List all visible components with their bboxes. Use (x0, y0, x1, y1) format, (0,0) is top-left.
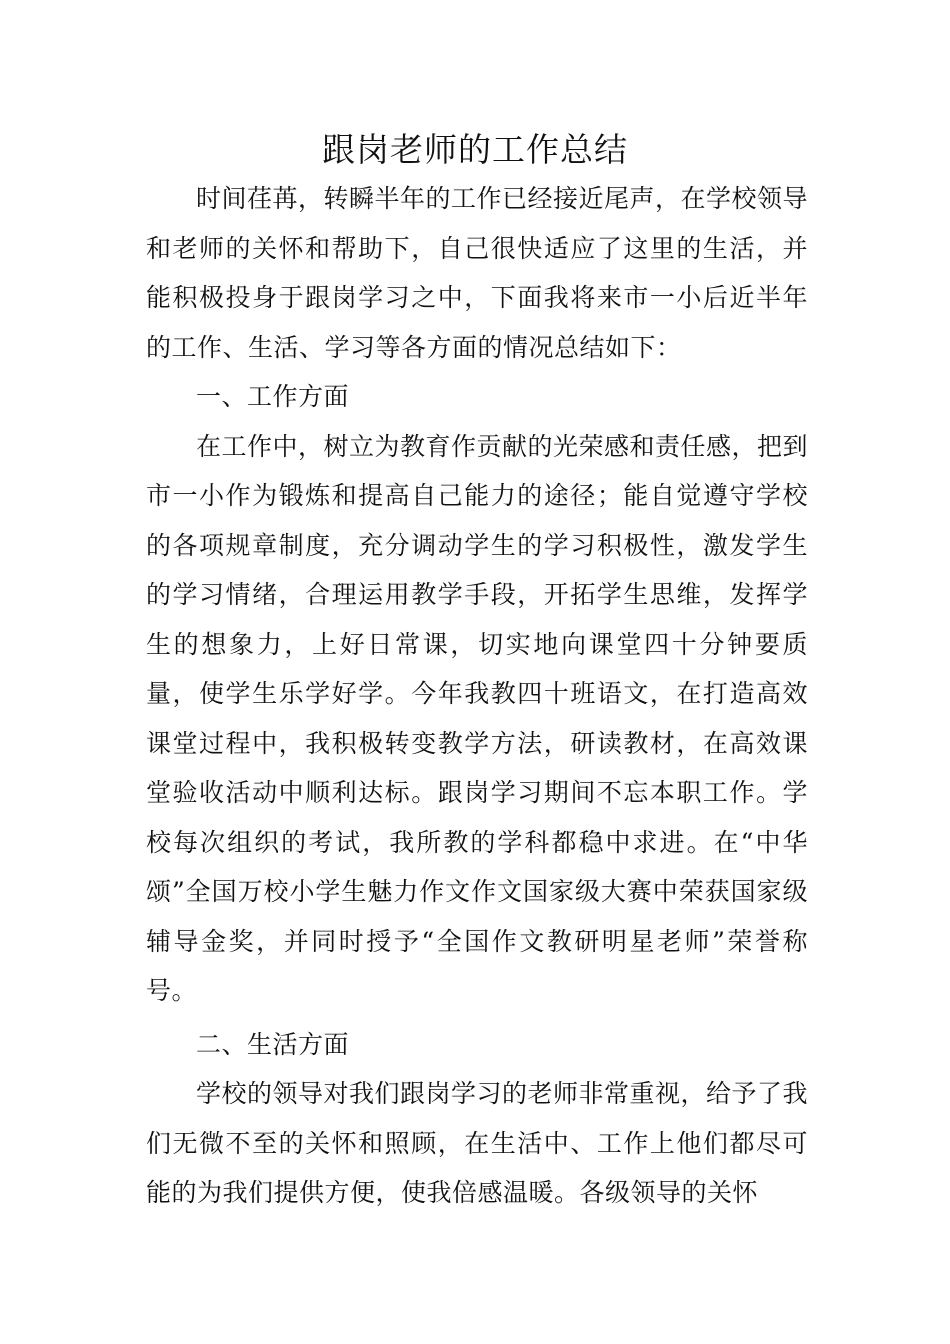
document-body (146, 174, 808, 1218)
section-paragraph-life: 学校的领导对我们跟岗学习的老师非常重视，给予了我们无微不至的关怀和照顾，在生活中、工作上他们都尽可能的为我们提供方便，使我倍感温暖。各级领导的关怀 (146, 1079, 809, 1207)
section-heading-work: 一、工作方面 (196, 382, 350, 411)
section-heading-life: 二、生活方面 (196, 1029, 350, 1059)
intro-paragraph: 时间荏苒，转瞬半年的工作已经接近尾声，在学校领导和老师的关怀和帮助下，自己很快适应了这里的生活，并能积极投身于跟岗学习之中，下面我将来市一小后近半年的工作、生活、学习等各方面的情况总结如下： (146, 184, 809, 362)
document-title: 跟岗老师的工作总结 (322, 130, 628, 169)
section-paragraph-work: 在工作中，树立为教育作贡献的光荣感和责任感，把到市一小作为锻炼和提高自己能力的途径；能自觉遵守学校的各项规章制度，充分调动学生的学习积极性，激发学生的学习情绪，合理运用教学手段，开拓学生思维，发挥学生的想象力，上好日常课，切实地向课堂四十分钟要质量，使学生乐学好学。今年我教四十班语文，在打造高效课堂过程中，我积极转变教学方法，研读教材，在高效课堂验收活动中顺利达标。跟岗学习期间不忘本职工作。学校每次组织的考试，我所教的学科都稳中求进。在“中华颂”全国万校小学生魅力作文作文国家级大赛中荣获国家级辅导金奖，并同时授予“全国作文教研明星老师”荣誉称号。 (146, 431, 809, 1005)
